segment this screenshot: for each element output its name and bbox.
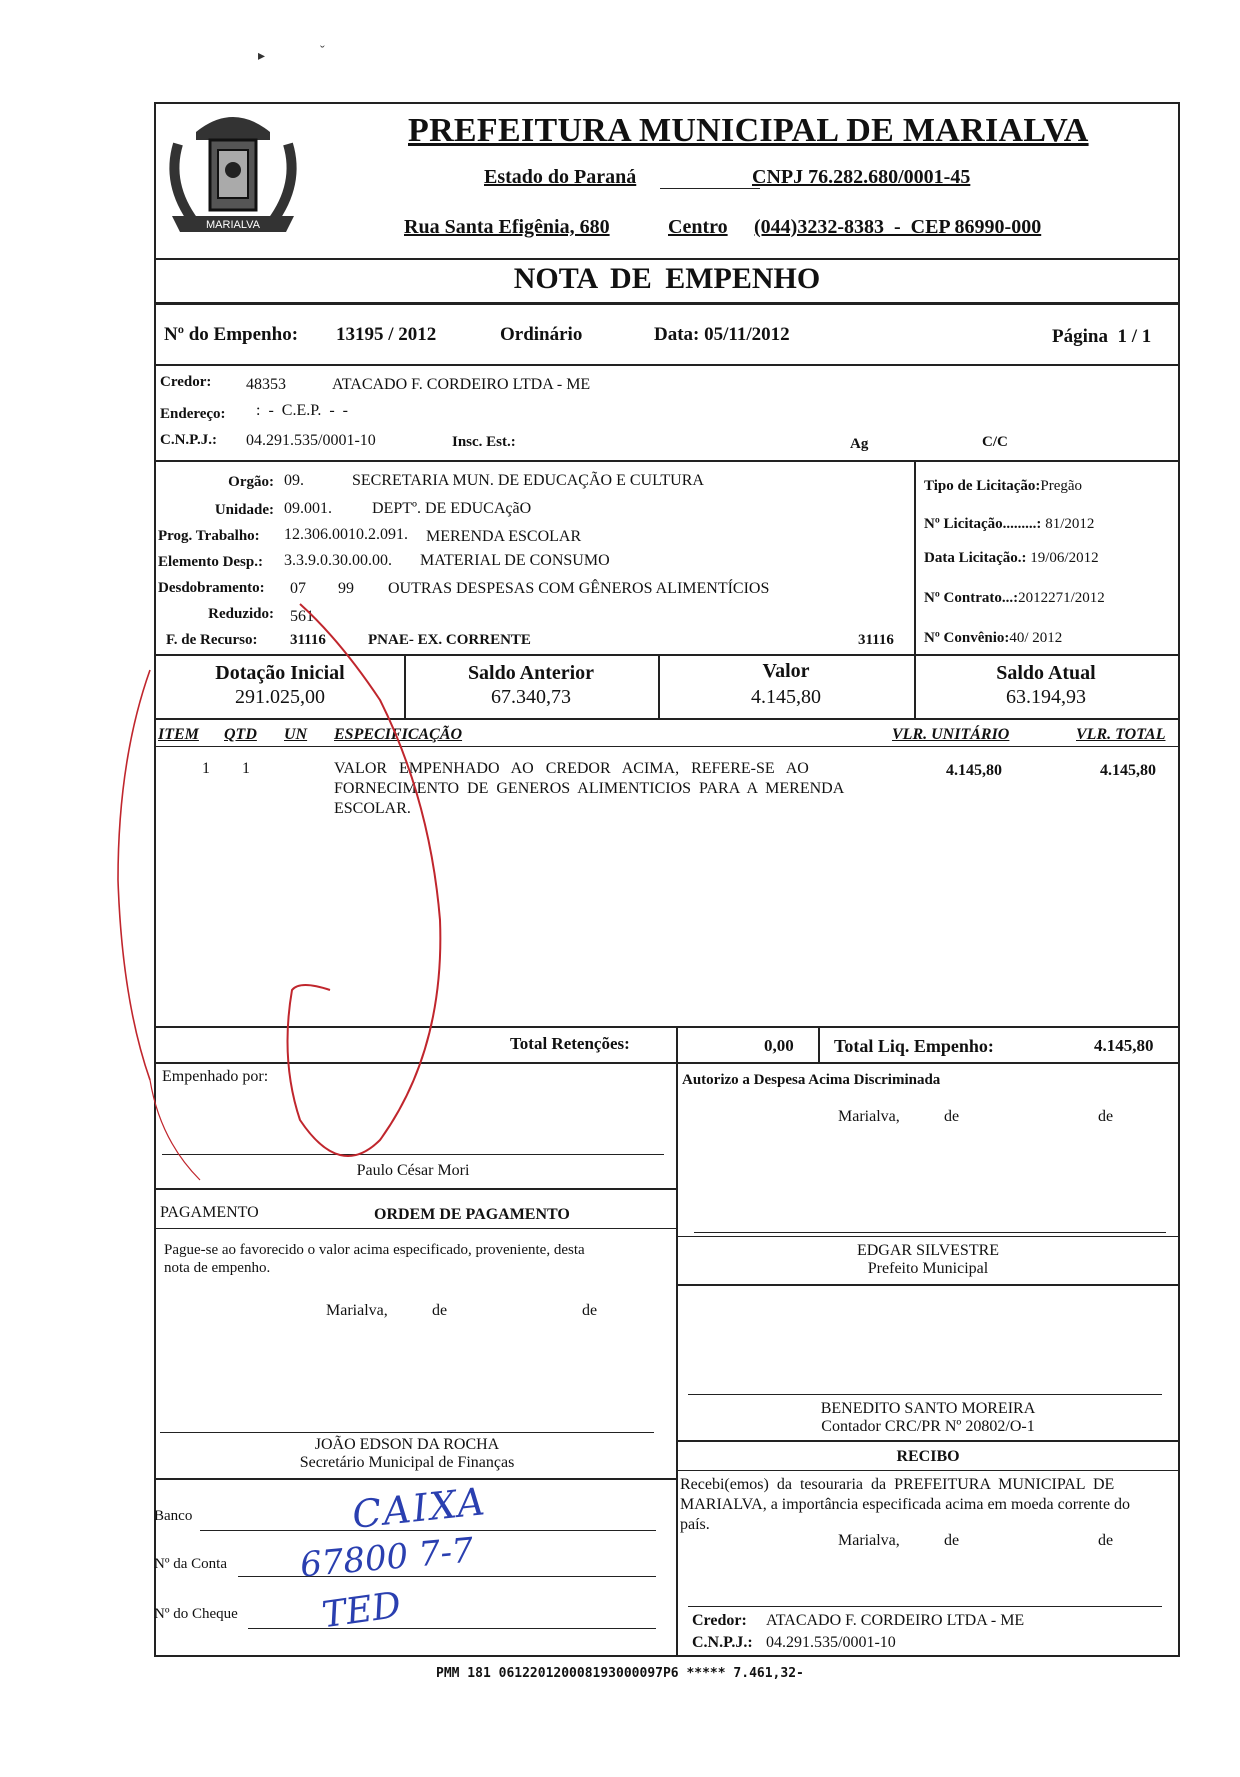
credor-cnpj: 04.291.535/0001-10 <box>246 432 376 449</box>
page-title: PREFEITURA MUNICIPAL DE MARIALVA <box>408 112 1089 149</box>
pagamento-city: Marialva, <box>326 1302 388 1319</box>
recurso-code: 31116 <box>290 632 326 648</box>
saldo-atual-label: Saldo Atual <box>996 662 1096 684</box>
phone-cep: (044)3232-8383 - CEP 86990-000 <box>754 216 1042 238</box>
empenho-number-label: Nº do Empenho: <box>164 324 299 345</box>
pagamento-signer: JOÃO EDSON DA ROCHA <box>314 1436 500 1453</box>
valor-label: Valor <box>762 660 810 682</box>
elemento-label: Elemento Desp.: <box>158 554 263 570</box>
pagamento-de1: de <box>432 1302 448 1319</box>
autorizo-signer-role: Prefeito Municipal <box>867 1260 989 1277</box>
contador-signer-role: Contador CRC/PR Nº 20802/O-1 <box>821 1418 1035 1435</box>
empenhado-label: Empenhado por: <box>162 1068 269 1085</box>
desdobramento-name: OUTRAS DESPESAS COM GÊNEROS ALIMENTÍCIOS <box>388 580 770 597</box>
address-value: : - C.E.P. - - <box>256 402 348 419</box>
orgao-label: Orgão: <box>228 474 274 490</box>
licitacao-type-value: Pregão <box>1040 478 1083 494</box>
elemento-code: 3.3.9.0.30.00.00. <box>284 552 392 569</box>
liq-value: 4.145,80 <box>1094 1036 1154 1055</box>
unidade-label: Unidade: <box>214 502 274 518</box>
convenio-value: 40/ 2012 <box>1009 630 1063 646</box>
handwritten-account: 67800 7-7 <box>298 1530 476 1586</box>
autorizo-signer: EDGAR SILVESTRE <box>856 1242 1000 1259</box>
recibo-cnpj-label: C.N.P.J.: <box>692 1634 753 1651</box>
handwritten-cheque: TED <box>319 1584 404 1637</box>
recibo-cnpj: 04.291.535/0001-10 <box>766 1634 896 1651</box>
item-number: 1 <box>202 760 210 777</box>
col-qtd-header: QTD <box>224 726 257 743</box>
banco-label: Banco <box>154 1508 193 1524</box>
crest-ribbon-text: MARIALVA <box>206 219 260 231</box>
recibo-credor-label: Credor: <box>692 1612 747 1629</box>
conta-label: Nº da Conta <box>154 1556 227 1572</box>
pagamento-text-2: nota de empenho. <box>164 1260 271 1276</box>
item-desc-line2: FORNECIMENTO DE GENEROS ALIMENTICIOS PARA A MERENDA <box>334 780 845 797</box>
desdobramento-label: Desdobramento: <box>158 580 265 596</box>
dotacao-label: Dotação Inicial <box>215 662 345 684</box>
page-number: Página 1 / 1 <box>1052 326 1152 347</box>
street-address: Rua Santa Efigênia, 680 <box>404 216 610 238</box>
item-desc-line1: VALOR EMPENHADO AO CREDOR ACIMA, REFERE-SE AO <box>334 760 809 777</box>
col-vlr-total-header: VLR. TOTAL <box>1076 726 1166 743</box>
col-item-header: ITEM <box>158 726 199 743</box>
saldo-atual-value: 63.194,93 <box>1006 686 1086 708</box>
item-desc-line3: ESCOLAR. <box>334 800 411 817</box>
footer-code: PMM 181 061220120008193000097P6 ***** 7.461,32- <box>436 1666 804 1681</box>
recibo-text-3: país. <box>680 1516 710 1533</box>
insc-est-label: Insc. Est.: <box>452 434 516 450</box>
licitacao-number-label: Nº Licitação.........: <box>924 516 1042 532</box>
orgao-name: SECRETARIA MUN. DE EDUCAÇÃO E CULTURA <box>352 472 704 489</box>
scan-mark: ▸ <box>258 49 266 64</box>
contador-signer: BENEDITO SANTO MOREIRA <box>820 1400 1036 1417</box>
recibo-de1: de <box>944 1532 960 1549</box>
cnpj-header: CNPJ 76.282.680/0001-45 <box>752 166 971 188</box>
empenho-date: Data: 05/11/2012 <box>654 324 790 345</box>
credor-name: ATACADO F. CORDEIRO LTDA - ME <box>332 376 591 393</box>
recibo-credor-name: ATACADO F. CORDEIRO LTDA - ME <box>766 1612 1025 1629</box>
unidade-name: DEPTº. DE EDUCAçãO <box>372 500 532 517</box>
desdobramento-subcode: 99 <box>338 580 354 597</box>
col-espec-header: ESPECIFICAÇÃO <box>334 726 463 743</box>
account-label: C/C <box>982 434 1008 450</box>
prog-code: 12.306.0010.2.091. <box>284 526 408 543</box>
recibo-city: Marialva, <box>838 1532 900 1549</box>
empenho-number: 13195 / 2012 <box>336 324 437 345</box>
handwritten-bank: CAIXA <box>350 1479 489 1537</box>
credor-code: 48353 <box>246 376 286 393</box>
elemento-name: MATERIAL DE CONSUMO <box>420 552 610 569</box>
pagamento-text-1: Pague-se ao favorecido o valor acima especificado, proveniente, desta <box>164 1242 585 1258</box>
prog-name: MERENDA ESCOLAR <box>426 528 582 545</box>
pagamento-signer-role: Secretário Municipal de Finanças <box>299 1454 515 1471</box>
empenhado-signer: Paulo César Mori <box>356 1162 470 1179</box>
recibo-title: RECIBO <box>896 1448 960 1465</box>
col-vlr-unit-header: VLR. UNITÁRIO <box>892 726 1010 743</box>
scan-mark: ˇ <box>320 44 325 59</box>
recibo-text-2: MARIALVA, a importância especificada acima em moeda corrente do <box>680 1496 1131 1513</box>
address-label: Endereço: <box>160 406 226 422</box>
cnpj-label: C.N.P.J.: <box>160 432 217 448</box>
cheque-label: Nº do Cheque <box>154 1606 238 1622</box>
col-un-header: UN <box>284 726 308 743</box>
state-name: Estado do Paraná <box>484 166 637 188</box>
document-title: NOTA DE EMPENHO <box>513 262 821 295</box>
licitacao-date-label: Data Licitação.: <box>924 550 1027 566</box>
recibo-de2: de <box>1098 1532 1114 1549</box>
dotacao-value: 291.025,00 <box>235 686 325 708</box>
saldo-anterior-label: Saldo Anterior <box>467 662 595 684</box>
reduzido-label: Reduzido: <box>208 606 274 622</box>
contrato-label: Nº Contrato...: <box>924 590 1019 606</box>
licitacao-type-label: Tipo de Licitação: <box>924 478 1041 494</box>
district: Centro <box>668 216 728 238</box>
credor-label: Credor: <box>160 374 212 390</box>
unidade-code: 09.001. <box>284 500 332 517</box>
autorizo-label: Autorizo a Despesa Acima Discriminada <box>682 1072 941 1088</box>
convenio-label: Nº Convênio: <box>924 630 1010 646</box>
empenho-type: Ordinário <box>500 324 583 345</box>
retencoes-label: Total Retenções: <box>510 1034 630 1053</box>
retencoes-value: 0,00 <box>764 1036 794 1055</box>
recurso-code-right: 31116 <box>858 632 894 648</box>
recibo-text-1: Recebi(emos) da tesouraria da PREFEITURA MUNICIPAL DE <box>680 1476 1115 1493</box>
orgao-code: 09. <box>284 472 304 489</box>
ordem-pagamento-title: ORDEM DE PAGAMENTO <box>374 1206 570 1223</box>
recurso-name: PNAE- EX. CORRENTE <box>368 632 531 648</box>
licitacao-date-value: 19/06/2012 <box>1026 550 1099 566</box>
liq-label: Total Liq. Empenho: <box>834 1036 994 1056</box>
valor-value: 4.145,80 <box>751 686 821 708</box>
reduzido-value: 561 <box>290 608 314 625</box>
agency-label: Ag <box>850 436 869 452</box>
item-vlr-total: 4.145,80 <box>1100 762 1156 779</box>
autorizo-de2: de <box>1098 1108 1114 1125</box>
pagamento-de2: de <box>582 1302 598 1319</box>
prog-label: Prog. Trabalho: <box>158 528 260 544</box>
autorizo-de1: de <box>944 1108 960 1125</box>
saldo-anterior-value: 67.340,73 <box>491 686 571 708</box>
contrato-value: 2012271/2012 <box>1018 590 1105 606</box>
autorizo-city: Marialva, <box>838 1108 900 1125</box>
desdobramento-code: 07 <box>290 580 306 597</box>
item-qtd: 1 <box>242 760 250 777</box>
pagamento-label: PAGAMENTO <box>160 1204 259 1221</box>
licitacao-number-value: 81/2012 <box>1041 516 1095 532</box>
recurso-label: F. de Recurso: <box>166 632 258 648</box>
item-vlr-unit: 4.145,80 <box>946 762 1002 779</box>
